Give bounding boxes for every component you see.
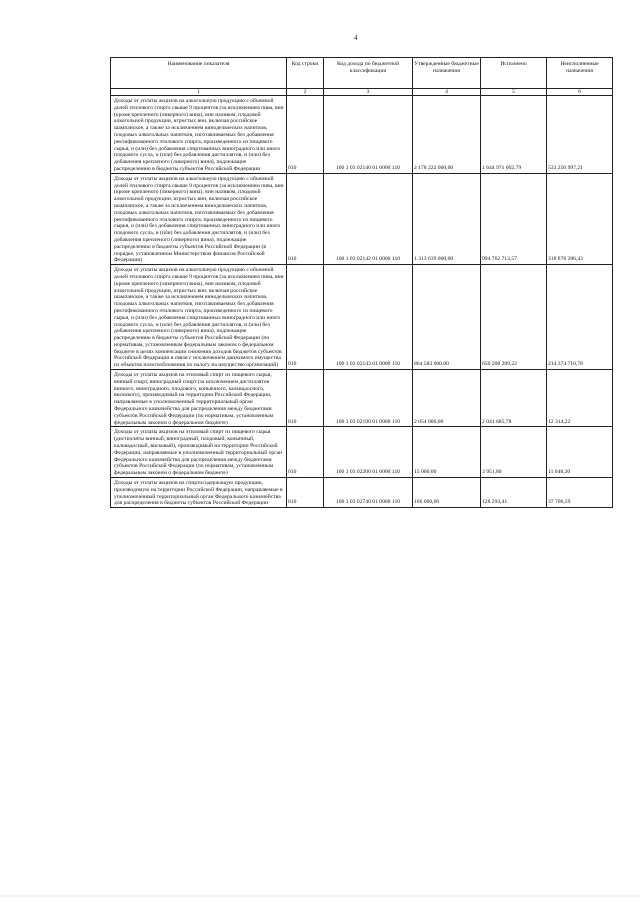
row-budget-code: 100 1 03 02190 01 0000 110 — [324, 370, 413, 427]
header-executed: Исполнено — [481, 58, 547, 89]
column-number: 4 — [413, 89, 481, 96]
row-unexecuted: 318 876 286,43 — [547, 173, 613, 264]
row-unexecuted: 37 706,59 — [547, 478, 613, 508]
row-executed: 1 644 971 002,79 — [481, 96, 547, 174]
row-executed: 2 041 685,78 — [481, 370, 547, 427]
row-name: Доходы от уплаты акцизов на этиловый спирт из пищевого сырья, винный спирт, виноградный спирт (за исключением дистиллятов винного, виноградного, плодового, коньячного, кальвадосного, вискового), производимый на территории Российской Федерации, направляемые в уполномоченный территориальный орган Федерального казначейства для распределения между бюджетами субъектов Российской Федерации (по нормативам, установленным федеральным законом о федеральном бюджете) — [111, 370, 287, 427]
row-line-code: 010 — [287, 427, 324, 478]
revenue-table — [110, 57, 613, 508]
header-approved: Утвержденные бюджетные назначения — [413, 58, 481, 89]
row-executed: 650 208 289,22 — [481, 265, 547, 370]
row-unexecuted: 533 250 997,21 — [547, 96, 613, 174]
row-budget-code: 100 1 03 02140 01 0000 110 — [324, 96, 413, 174]
row-line-code: 010 — [287, 96, 324, 174]
row-name: Доходы от уплаты акцизов на этиловый спирт из пищевого сырья (дистилляты винный, виноградный, плодовый, коньячный, кальвадосный, висковый), производимый на территории Российской Федерации, направляемые в уполномоченный территориальный орган Федерального казначейства для распределения между бюджетами субъектов Российской Федерации (по нормативам, установленным федеральным законом о федеральном бюджете) — [111, 427, 287, 478]
column-number: 6 — [547, 89, 613, 96]
table-row — [111, 96, 613, 174]
table-row — [111, 370, 613, 427]
row-executed: 994 762 713,57 — [481, 173, 547, 264]
row-unexecuted: 11 048,20 — [547, 427, 613, 478]
table-row — [111, 173, 613, 264]
row-unexecuted: 214 374 710,78 — [547, 265, 613, 370]
row-executed: 3 951,80 — [481, 427, 547, 478]
row-unexecuted: 12 314,22 — [547, 370, 613, 427]
row-approved: 166 000,00 — [413, 478, 481, 508]
header-line-code: Код строки — [287, 58, 324, 89]
row-approved: 2 054 000,00 — [413, 370, 481, 427]
row-line-code: 010 — [287, 265, 324, 370]
page-number: 4 — [354, 34, 358, 42]
header-row — [111, 58, 613, 89]
row-budget-code: 100 1 03 02142 01 0000 110 — [324, 173, 413, 264]
table-row — [111, 478, 613, 508]
row-line-code: 010 — [287, 173, 324, 264]
row-approved: 864 583 000,00 — [413, 265, 481, 370]
column-number-row — [111, 89, 613, 96]
row-line-code: 010 — [287, 370, 324, 427]
column-number: 2 — [287, 89, 324, 96]
row-name: Доходы от уплаты акцизов на алкогольную продукцию с объемной долей этилового спирта свыше 9 процентов (за исключением пива, вин (кроме крепленого (ликерного) вина), вин наливом, плодовой алкогольной продукции, игристых вин, включая российское шампанское, а также за исключением винодельческих напитков, плодовых алкогольных напитков, изготавливаемых без добавления ректификованного этилового спирта, произведенного из пищевого сырья, и (или) без добавления спиртованных виноградного или иного плодового сусла, и (или) без добавления дистиллятов, и (или) без добавления крепленого (ликерного) вина), подлежащие распределению в бюджеты субъектов Российской Федерации (по нормативам, установленным федеральным законом о федеральном бюджете в целях компенсации снижения доходов бюджетов субъектов Российской Федерации в связи с исключением движимого имущества из объектов налогообложения по налогу на имущество организаций) — [111, 265, 287, 370]
row-executed: 128 293,41 — [481, 478, 547, 508]
column-number: 3 — [324, 89, 413, 96]
header-name: Наименование показателя — [111, 58, 287, 89]
row-budget-code: 100 1 03 02200 01 0000 110 — [324, 427, 413, 478]
row-name: Доходы от уплаты акцизов на алкогольную продукцию с объемной долей этилового спирта свыше 9 процентов (за исключением пива, вин (кроме крепленого (ликерного) вина), вин наливом, плодовой алкогольной продукции, игристых вин, включая российское шампанское, а также за исключением винодельческих напитков, плодовых алкогольных напитков, изготавливаемых без добавления ректификованного этилового спирта, произведенного из пищевого сырья, и (или) без добавления спиртованных виноградного или иного плодового сусла, и (или) без добавления дистиллятов, и (или) без добавления крепленого (ликерного) вина), подлежащие распределению в бюджеты субъектов Российской Федерации — [111, 96, 287, 174]
header-unexecuted: Неисполненные назначения — [547, 58, 613, 89]
row-approved: 15 000,00 — [413, 427, 481, 478]
row-approved: 1 313 639 000,00 — [413, 173, 481, 264]
table-row — [111, 427, 613, 478]
table-row — [111, 265, 613, 370]
column-number: 1 — [111, 89, 287, 96]
header-budget-code: Код дохода по бюджетной классификации — [324, 58, 413, 89]
row-budget-code: 100 1 03 02143 01 0000 110 — [324, 265, 413, 370]
scan-edge — [0, 895, 640, 897]
row-budget-code: 100 1 03 02740 01 0000 110 — [324, 478, 413, 508]
row-approved: 2 178 222 000,00 — [413, 96, 481, 174]
row-name: Доходы от уплаты акцизов на спиртосодержащую продукцию, производимую на территории Российской Федерации, направляемые в уполномоченный территориальный орган Федерального казначейства для распределения в бюджеты субъектов Российской Федерации — [111, 478, 287, 508]
row-line-code: 010 — [287, 478, 324, 508]
row-name: Доходы от уплаты акцизов на алкогольную продукцию с объемной долей этилового спирта свыше 9 процентов (за исключением пива, вин (кроме крепленого (ликерного) вина), вин наливом, плодовой алкогольной продукции, игристых вин, включая российское шампанское, а также за исключением винодельческих напитков, плодовых алкогольных напитков, изготавливаемых без добавления ректификованного этилового спирта, произведенного из пищевого сырья, и (или) без добавления спиртованных виноградного или иного плодового сусла, и (или) без добавления дистиллятов, и (или) без добавления крепленого (ликерного) вина), подлежащие распределению в бюджеты субъектов Российской Федерации (в порядке, установленном Министерством финансов Российской Федерации) — [111, 173, 287, 264]
column-number: 5 — [481, 89, 547, 96]
